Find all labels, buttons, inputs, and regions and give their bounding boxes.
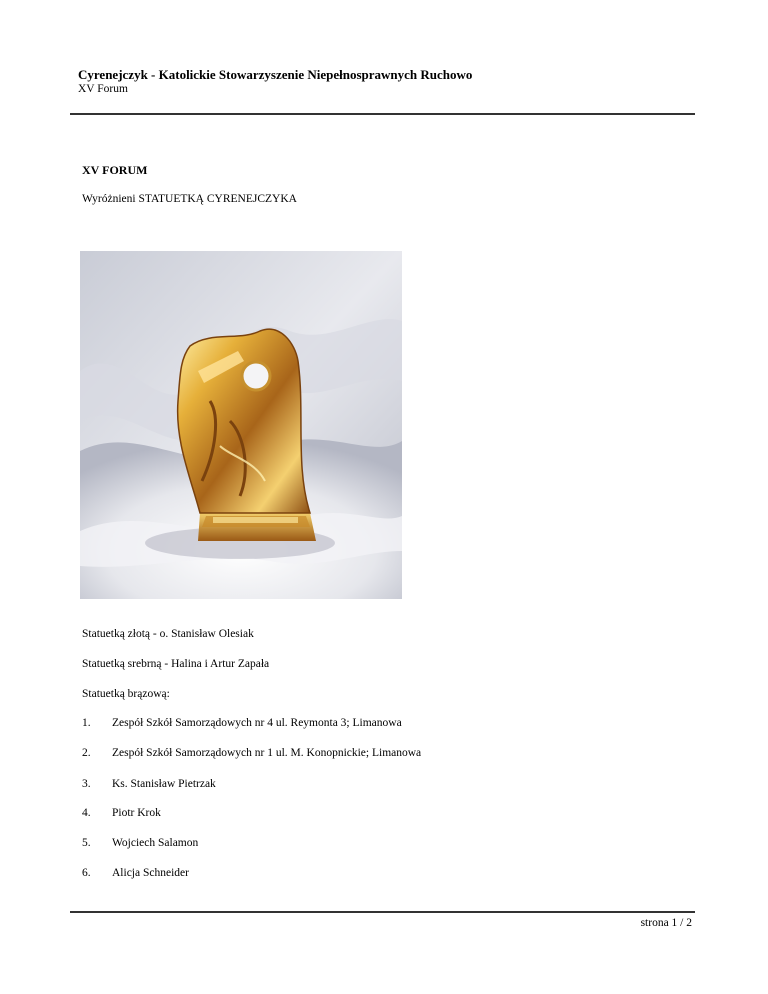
- list-item: [82, 866, 189, 880]
- gold-award-line: Statuetką złotą - o. Stanisław Olesiak: [82, 628, 254, 640]
- list-number: 3.: [82, 778, 91, 790]
- list-number: 1.: [82, 717, 91, 729]
- list-number: 2.: [82, 747, 91, 759]
- list-number: 4.: [82, 807, 91, 819]
- silver-award-line: Statuetką srebrną - Halina i Artur Zapała: [82, 658, 270, 670]
- list-text: Wojciech Salamon: [112, 837, 199, 849]
- list-item: [82, 806, 161, 820]
- content-intro: [82, 163, 682, 206]
- list-item: [82, 746, 421, 760]
- list-item: [82, 716, 402, 730]
- list-text: Ks. Stanisław Pietrzak: [112, 778, 216, 790]
- list-text: Alicja Schneider: [112, 867, 189, 879]
- award-subheading: Wyróżnieni STATUETKĄ CYRENEJCZYKA: [82, 193, 297, 205]
- bronze-award-label: Statuetką brązową:: [82, 688, 170, 700]
- forum-heading: XV FORUM: [82, 163, 148, 177]
- site-title: Cyrenejczyk - Katolickie Stowarzyszenie Niepełnosprawnych Ruchowo: [78, 67, 473, 82]
- page-number: strona 1 / 2: [640, 917, 692, 929]
- list-number: 5.: [82, 837, 91, 849]
- golden-statuette-photo-icon: [80, 251, 402, 599]
- list-text: Zespół Szkół Samorządowych nr 4 ul. Reymonta 3; Limanowa: [112, 717, 402, 729]
- list-item: [82, 777, 216, 791]
- page-header: [78, 67, 698, 96]
- site-subtitle: XV Forum: [78, 83, 128, 95]
- list-text: Zespół Szkół Samorządowych nr 1 ul. M. Konopnickie; Limanowa: [112, 747, 422, 759]
- list-text: Piotr Krok: [112, 807, 161, 819]
- statuette-photo: [80, 251, 402, 599]
- footer-divider: [70, 911, 695, 913]
- header-divider: [70, 113, 695, 115]
- list-number: 6.: [82, 867, 91, 879]
- list-item: [82, 836, 198, 850]
